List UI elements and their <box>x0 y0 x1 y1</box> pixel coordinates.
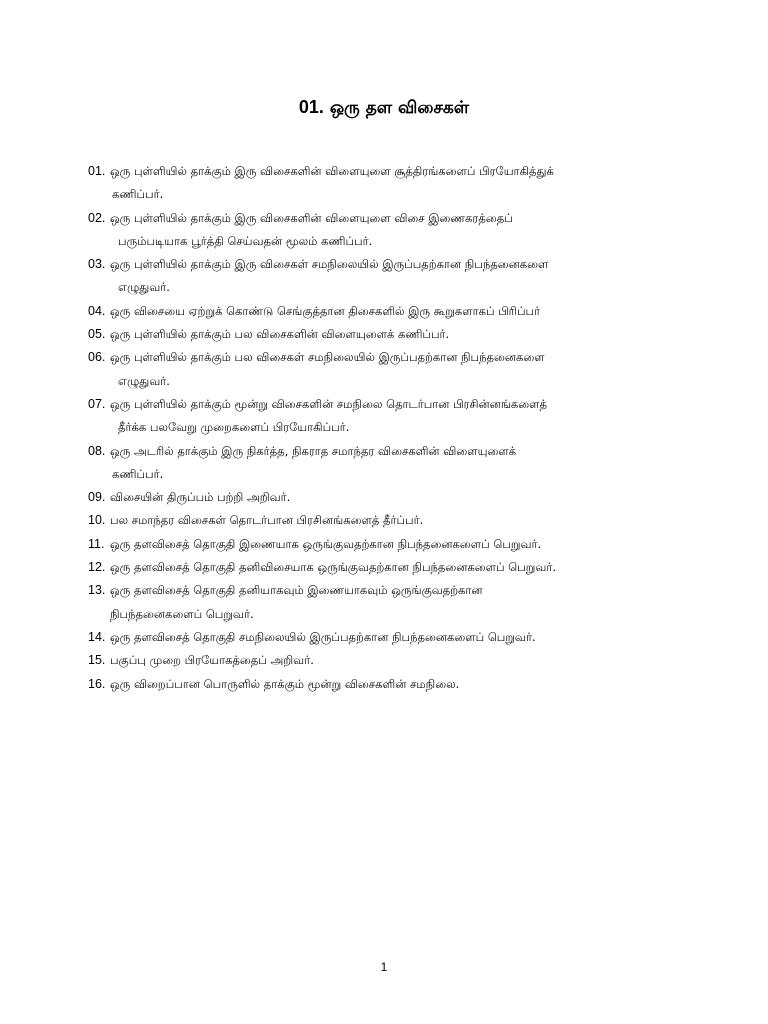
item-text-line-1: ஒரு புள்ளியில் தாக்கும் இரு விசைகள் சமநிலையில் இருப்பதற்கான நிபந்தனைகளை <box>110 257 549 272</box>
item-number: 10. <box>88 513 106 528</box>
item-number: 08. <box>88 443 106 458</box>
item-number: 09. <box>88 490 106 505</box>
item-text-line-1: ஒரு அடரில் தாக்கும் இரு நிகர்த்த, நிகராத சமாந்தர விசைகளின் விளையுளைக் <box>110 443 517 458</box>
item-text-line-1: ஒரு தளவிசைத் தொகுதி தனியாகவும் இணையாகவும் ஒருங்குவதற்கான <box>110 583 483 598</box>
list-item <box>88 160 668 207</box>
item-text-line-1: ஒரு புள்ளியில் தாக்கும் பல விசைகள் சமநிலையில் இருப்பதற்கான நிபந்தனைகளை <box>110 350 545 365</box>
list-item <box>88 323 668 346</box>
item-text-line-1: ஒரு விறைப்பான பொருளில் தாக்கும் மூன்று விசைகளின் சமநிலை. <box>110 676 460 691</box>
item-number: 16. <box>88 676 106 691</box>
list-item <box>88 393 668 440</box>
list-item <box>88 253 668 300</box>
objectives-list <box>88 160 668 696</box>
item-text-line-1: ஒரு தளவிசைத் தொகுதி சமநிலையில் இருப்பதற்கான நிபந்தனைகளைப் பெறுவர். <box>110 629 536 644</box>
list-item <box>88 440 668 487</box>
list-item <box>88 556 668 579</box>
list-item <box>88 673 668 696</box>
item-number: 03. <box>88 257 106 272</box>
item-text-line-1: பகுப்பு முறை பிரயோகத்தைப் அறிவர். <box>110 653 314 668</box>
item-number: 06. <box>88 350 106 365</box>
item-text-line-2: எழுதுவர். <box>118 280 170 295</box>
item-number: 05. <box>88 327 106 342</box>
list-item <box>88 533 668 556</box>
item-number: 14. <box>88 629 106 644</box>
list-item <box>88 346 668 393</box>
list-item <box>88 207 668 254</box>
item-text-line-1: ஒரு புள்ளியில் தாக்கும் இரு விசைகளின் விளையுளை சூத்திரங்களைப் பிரயோகித்துக் <box>110 164 554 178</box>
item-text-line-1: ஒரு தளவிசைத் தொகுதி தனிவிசையாக ஒருங்குவதற்கான நிபந்தனைகளைப் பெறுவர். <box>110 560 557 575</box>
item-text-line-1: ஒரு விசையை ஏற்றுக் கொண்டு செங்குத்தான திசைகளில் இரு கூறுகளாகப் பிரிப்பர் <box>110 303 541 318</box>
item-text-line-1: ஒரு புள்ளியில் தாக்கும் இரு விசைகளின் விளையுளை விசை இணைகரத்தைப் <box>110 210 513 225</box>
title-text: ஒரு தள விசைகள் <box>329 98 470 118</box>
item-number: 01. <box>88 164 106 178</box>
item-text-line-1: ஒரு புள்ளியில் தாக்கும் பல விசைகளின் விளையுளைக் கணிப்பர். <box>110 327 450 342</box>
list-item <box>88 626 668 649</box>
list-item <box>88 649 668 672</box>
item-number: 15. <box>88 653 106 668</box>
item-number: 12. <box>88 560 106 575</box>
item-text-line-2: கணிப்பர். <box>112 187 164 202</box>
item-number: 11. <box>88 536 105 551</box>
list-item <box>88 300 668 323</box>
item-number: 04. <box>88 303 106 318</box>
list-item <box>88 509 668 532</box>
list-item <box>88 579 668 626</box>
item-text-line-2: தீர்க்க பலவேறு முறைகளைப் பிரயோகிப்பர். <box>118 420 350 435</box>
item-text-line-2: கணிப்பர். <box>112 466 164 481</box>
page-title <box>0 96 768 119</box>
item-number: 07. <box>88 396 106 411</box>
item-text-line-1: விசையின் திருப்பம் பற்றி அறிவர். <box>110 490 291 505</box>
item-number: 13. <box>88 583 106 598</box>
item-text-line-2: பரும்படியாக பூர்த்தி செய்வதன் மூலம் கணிப்பர். <box>118 233 373 248</box>
item-text-line-1: ஒரு தளவிசைத் தொகுதி இணையாக ஒருங்குவதற்கான நிபந்தனைகளைப் பெறுவர். <box>110 536 542 551</box>
page-number: 1 <box>380 960 388 974</box>
item-number: 02. <box>88 210 106 225</box>
title-number: 01. <box>298 97 324 117</box>
item-text-line-2: நிபந்தனைகளைப் பெறுவர். <box>110 606 254 621</box>
item-text-line-1: பல சமாந்தர விசைகள் தொடர்பான பிரசினங்களைத் தீர்ப்பர். <box>110 513 424 528</box>
item-text-line-2: எழுதுவர். <box>118 373 170 388</box>
list-item <box>88 486 668 509</box>
item-text-line-1: ஒரு புள்ளியில் தாக்கும் மூன்று விசைகளின் சமநிலை தொடர்பான பிரசின்னங்களைத் <box>110 396 548 411</box>
